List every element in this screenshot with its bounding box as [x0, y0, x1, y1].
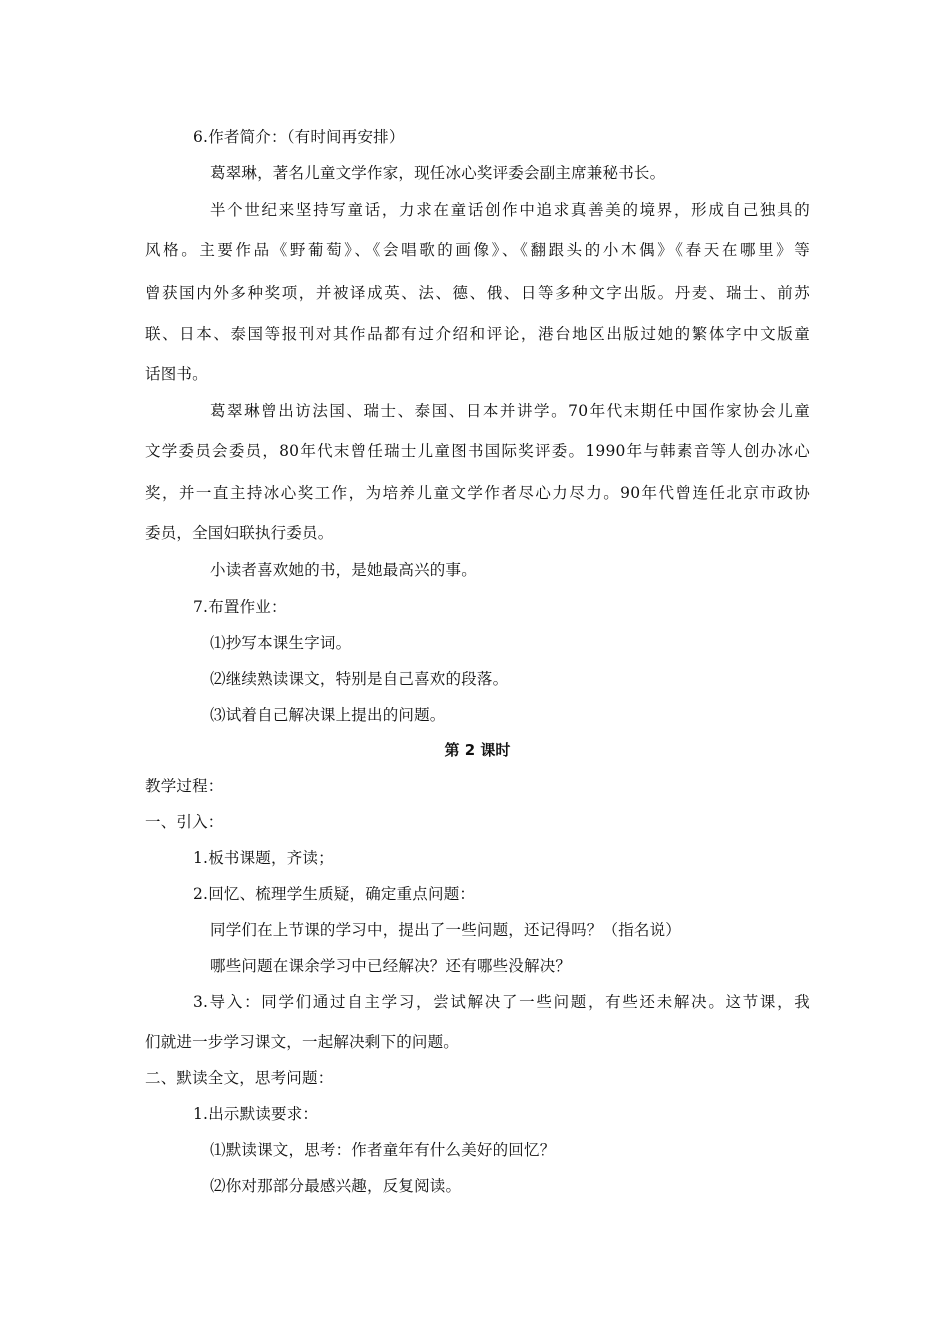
- homework-item-3: ⑶试着自己解决课上提出的问题。: [210, 706, 446, 724]
- part1-step3-line2: 们就进一步学习课文，一起解决剩下的问题。: [145, 1033, 460, 1051]
- para2-line4: 委员，全国妇联执行委员。: [145, 524, 334, 542]
- section7-title: 7.布置作业：: [193, 598, 287, 616]
- para2-line2: 文学委员会委员，80年代末曾任瑞士儿童图书国际奖评委。1990年与韩素音等人创办冰心: [145, 442, 810, 460]
- part1-step3-line1: 3.导入：同学们通过自主学习，尝试解决了一些问题，有些还未解决。这节课，我: [193, 993, 810, 1011]
- part2-title: 二、默读全文，思考问题：: [145, 1069, 334, 1087]
- part1-step2-q1: 同学们在上节课的学习中，提出了一些问题，还记得吗？（指名说）: [210, 921, 682, 939]
- part2-item-1: ⑴默读课文，思考：作者童年有什么美好的回忆？: [210, 1141, 556, 1159]
- part2-step1: 1.出示默读要求：: [193, 1105, 319, 1123]
- para1-line2: 风格。主要作品《野葡萄》、《会唱歌的画像》、《翻跟头的小木偶》《春天在哪里》等: [145, 241, 810, 259]
- para2-line1: 葛翠琳曾出访法国、瑞士、泰国、日本并讲学。70年代末期任中国作家协会儿童: [210, 402, 810, 420]
- para1-line3: 曾获国内外多种奖项，并被译成英、法、德、俄、日等多种文字出版。丹麦、瑞士、前苏: [145, 284, 810, 302]
- author-intro: 葛翠琳，著名儿童文学作家，现任冰心奖评委会副主席兼秘书长。: [210, 164, 666, 182]
- part2-item-2: ⑵你对那部分最感兴趣，反复阅读。: [210, 1177, 462, 1195]
- closing-line: 小读者喜欢她的书，是她最高兴的事。: [210, 561, 477, 579]
- part1-title: 一、引入：: [145, 813, 224, 831]
- lesson2-heading: 第 2 课时: [444, 741, 511, 759]
- para1-line4: 联、日本、泰国等报刊对其作品都有过介绍和评论，港台地区出版过她的繁体字中文版童: [145, 325, 810, 343]
- part1-step2-q2: 哪些问题在课余学习中已经解决？还有哪些没解决？: [210, 957, 572, 975]
- homework-item-1: ⑴抄写本课生字词。: [210, 634, 352, 652]
- section6-title: 6.作者简介：（有时间再安排）: [193, 128, 405, 146]
- part1-step2: 2.回忆、梳理学生质疑，确定重点问题：: [193, 885, 476, 903]
- homework-item-2: ⑵继续熟读课文，特别是自己喜欢的段落。: [210, 670, 509, 688]
- process-label: 教学过程：: [145, 777, 224, 795]
- para2-line3: 奖，并一直主持冰心奖工作，为培养儿童文学作者尽心力尽力。90年代曾连任北京市政协: [145, 484, 810, 502]
- para1-line5: 话图书。: [145, 365, 208, 383]
- para1-line1: 半个世纪来坚持写童话，力求在童话创作中追求真善美的境界，形成自己独具的: [210, 201, 810, 219]
- part1-step1: 1.板书课题，齐读；: [193, 849, 334, 867]
